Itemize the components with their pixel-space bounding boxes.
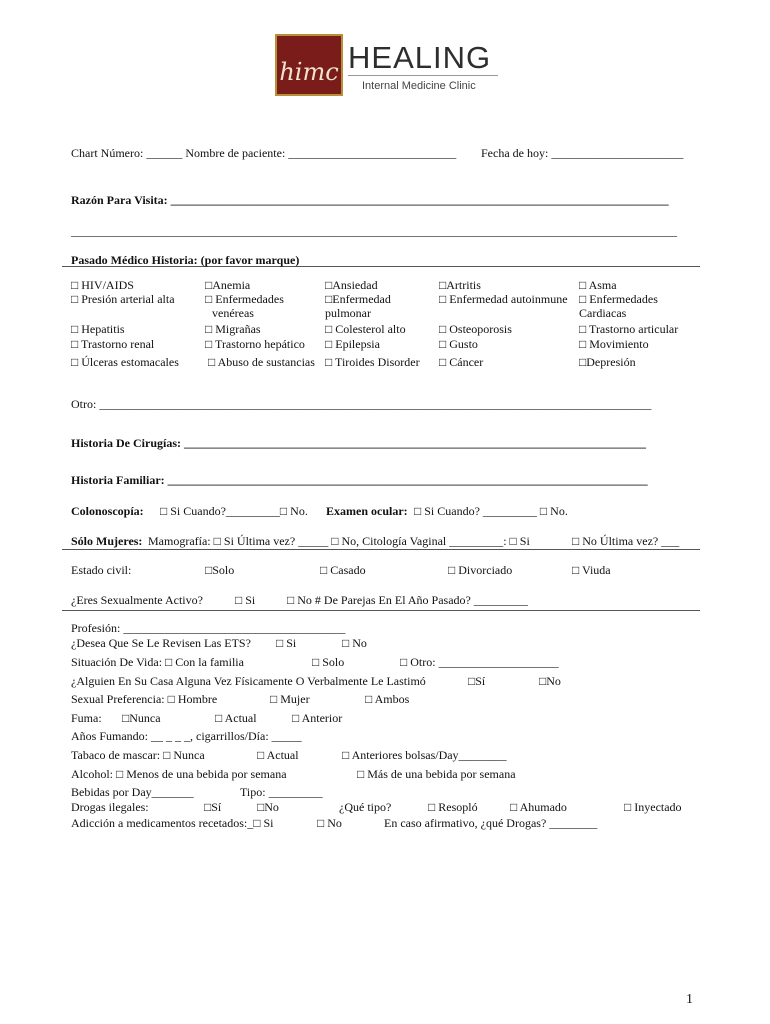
form-text: □ Anteriores bolsas/Day________ (342, 748, 507, 762)
form-text: Cardiacas (579, 306, 627, 320)
page-number: 1 (686, 992, 693, 1007)
form-text: □ Ambos (365, 692, 410, 706)
form-text: Fuma: (71, 711, 102, 725)
form-text: Pasado Médico Historia: (por favor marque) (71, 253, 300, 267)
form-text: □ Viuda (572, 563, 611, 577)
form-text: Historia De Cirugías: _____________________________________________________________________________ (71, 436, 646, 450)
clinic-logo (275, 34, 343, 96)
form-text: ¿Alguien En Su Casa Alguna Vez Físicamente O Verbalmente Le Lastimó (71, 674, 426, 688)
form-text: □ Trastorno renal (71, 337, 155, 351)
form-text: □Enfermedad (325, 292, 391, 306)
form-text: Años Fumando: __ _ _ _, cigarrillos/Día: _____ (71, 729, 302, 743)
form-text: Otro: ____________________________________________________________________________________________ (71, 397, 652, 411)
form-text: □ Movimiento (579, 337, 649, 351)
form-text: □ Si (276, 636, 297, 650)
form-text: Estado civil: (71, 563, 132, 577)
form-text: En caso afirmativo, ¿qué Drogas? ________ (384, 816, 598, 830)
section-rule (62, 610, 700, 611)
form-text: Tabaco de mascar: □ Nunca (71, 748, 205, 762)
form-text: □ Migrañas (205, 322, 261, 336)
form-text: □ Asma (579, 278, 617, 292)
form-text: □ Tiroides Disorder (325, 355, 420, 369)
form-text: Drogas ilegales: (71, 800, 149, 814)
form-text: □ Enfermedades (579, 292, 658, 306)
form-text: Tipo: _________ (240, 785, 323, 799)
form-text: □Sí (468, 674, 486, 688)
form-text: □ No (317, 816, 342, 830)
form-text: □ Colesterol alto (325, 322, 406, 336)
form-text: □ Abuso de sustancias (208, 355, 315, 369)
form-text: ¿Desea Que Se Le Revisen Las ETS? (71, 636, 251, 650)
form-text: □ Úlceras estomacales (71, 355, 179, 369)
form-text: Profesión: _____________________________________ (71, 621, 346, 635)
form-text: □ Anterior (292, 711, 343, 725)
form-text: Razón Para Visita: ___________________________________________________________________________________ (71, 193, 669, 207)
form-text: □Ansiedad (325, 278, 378, 292)
form-text: Historia Familiar: ________________________________________________________________________________ (71, 473, 648, 487)
form-text: Mamografía: □ Si Última vez? _____ □ No, Citología Vaginal _________: □ Si (148, 534, 530, 548)
form-text: □ Casado (320, 563, 366, 577)
form-text: Adicción a medicamentos recetados:_□ Si (71, 816, 274, 830)
form-text: □ Actual (215, 711, 257, 725)
form-text: □ No Última vez? ___ (572, 534, 680, 548)
form-text: □ Otro: ____________________ (400, 655, 559, 669)
form-text: Sexual Preferencia: □ Hombre (71, 692, 218, 706)
form-text: □No (539, 674, 561, 688)
form-text: □ HIV/AIDS (71, 278, 134, 292)
form-text: venéreas (212, 306, 254, 320)
logo-subtitle: Internal Medicine Clinic (362, 80, 476, 92)
form-text: □ Trastorno hepático (205, 337, 305, 351)
form-text: ¿Eres Sexualmente Activo? (71, 593, 203, 607)
form-text: □ Mujer (270, 692, 310, 706)
form-text: Chart Número: ______ Nombre de paciente: ____________________________ (71, 146, 457, 160)
form-text: □ Enfermedad autoinmune (439, 292, 568, 306)
logo-title: HEALING (348, 40, 492, 75)
form-text: Examen ocular: (326, 504, 408, 518)
form-text: □ No (342, 636, 367, 650)
form-text: Bebidas por Day_______ (71, 785, 194, 799)
logo-script: himc (279, 58, 339, 86)
form-text: □Sí (204, 800, 222, 814)
form-text: □ Solo (312, 655, 345, 669)
form-text: □Depresión (579, 355, 636, 369)
form-text: □Artritis (439, 278, 481, 292)
form-text: □ Si Cuando?_________□ No. (160, 504, 308, 518)
form-text: □ Resopló (428, 800, 478, 814)
form-text: □ Inyectado (624, 800, 682, 814)
form-text: Sólo Mujeres: (71, 534, 143, 548)
form-text: □ Si Cuando? _________ □ No. (414, 504, 568, 518)
form-text: Colonoscopía: (71, 504, 144, 518)
form-text: □No (257, 800, 279, 814)
form-text: □ Presión arterial alta (71, 292, 175, 306)
form-text: Situación De Vida: □ Con la familia (71, 655, 244, 669)
form-text: □ Actual (257, 748, 299, 762)
form-text: □ Gusto (439, 337, 478, 351)
form-text: Alcohol: □ Menos de una bebida por semana (71, 767, 287, 781)
form-text: □ Cáncer (439, 355, 484, 369)
form-text: □Solo (205, 563, 235, 577)
form-text: □Nunca (122, 711, 161, 725)
form-text: □ Epilepsia (325, 337, 380, 351)
form-text: □ Más de una bebida por semana (357, 767, 516, 781)
logo-divider (348, 75, 498, 76)
form-text: □ No # De Parejas En El Año Pasado? _________ (287, 593, 528, 607)
form-text: □ Hepatitis (71, 322, 125, 336)
form-text: □ Enfermedades (205, 292, 284, 306)
form-text: □ Si (235, 593, 256, 607)
section-rule (62, 549, 700, 550)
form-text: pulmonar (325, 306, 371, 320)
form-text: _____________________________________________________________________________________________________ (71, 224, 677, 238)
form-text: □ Divorciado (448, 563, 513, 577)
form-text: □Anemia (205, 278, 251, 292)
form-text: Fecha de hoy: ______________________ (481, 146, 684, 160)
form-text: □ Trastorno articular (579, 322, 679, 336)
form-text: ¿Qué tipo? (339, 800, 392, 814)
form-text: □ Osteoporosis (439, 322, 512, 336)
form-text: □ Ahumado (510, 800, 567, 814)
